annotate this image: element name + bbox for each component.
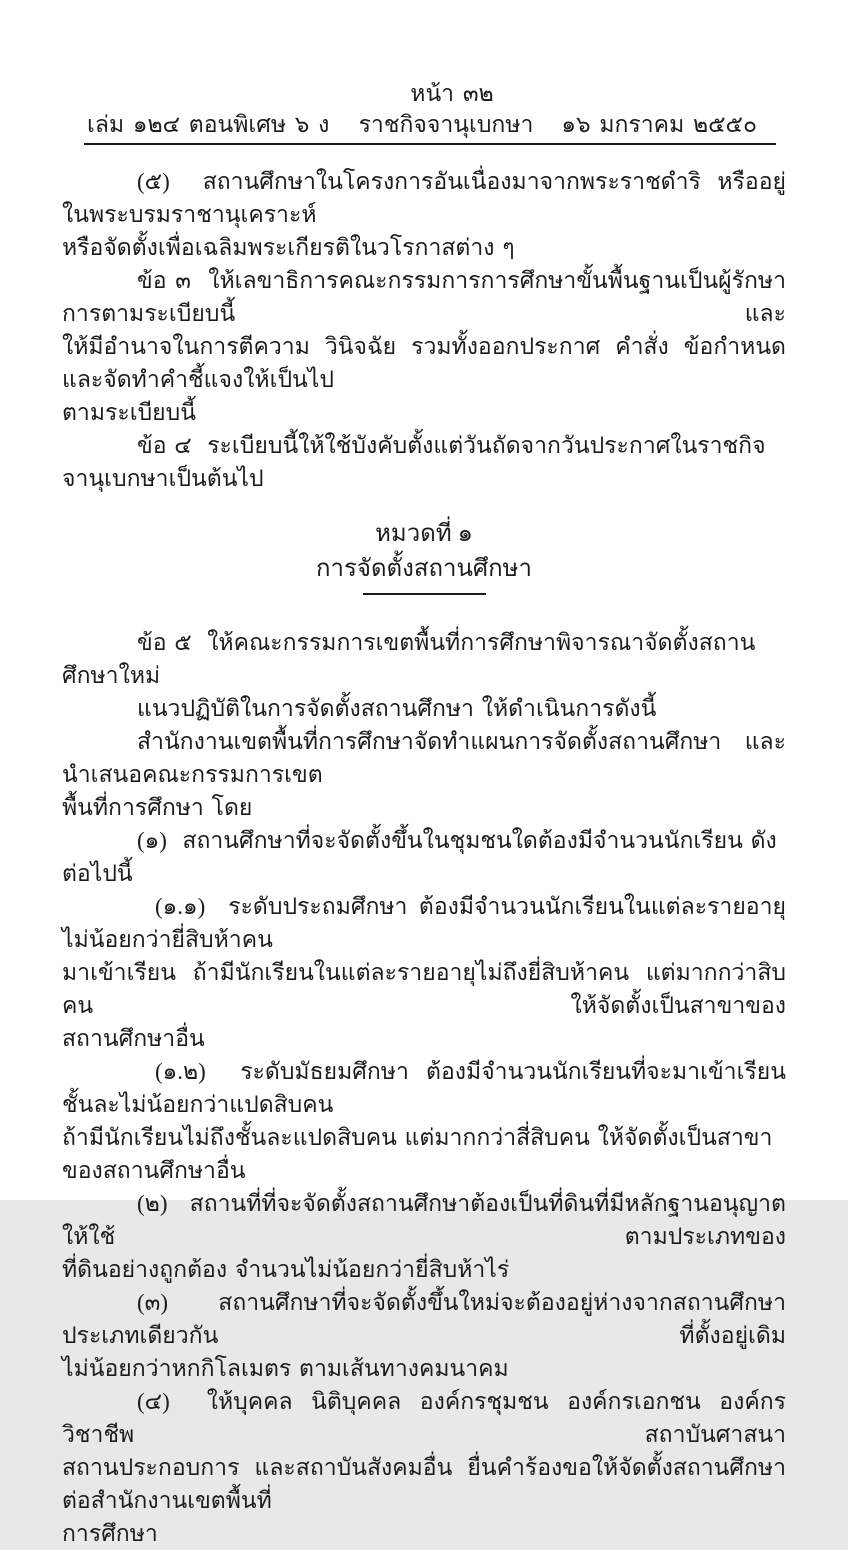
text-line: ข้อ ๕ ให้คณะกรรมการเขตพื้นที่การศึกษาพิจารณาจัดตั้งสถานศึกษาใหม่: [62, 630, 756, 688]
page-number-row: [0, 80, 848, 108]
paragraph: [62, 626, 786, 692]
text-line: สถานศึกษาอื่น: [62, 1026, 205, 1051]
paragraph: [62, 1286, 786, 1385]
text-line: ข้อ ๔ ระเบียบนี้ให้ใช้บังคับตั้งแต่วันถัดจากวันประกาศในราชกิจจานุเบกษาเป็นต้นไป: [62, 433, 766, 491]
text-line: ถ้ามีนักเรียนไม่ถึงชั้นละแปดสิบคน แต่มากกว่าสี่สิบคน ให้จัดตั้งเป็นสาขาของสถานศึกษาอื่น: [62, 1125, 773, 1183]
text-line: สำนักงานเขตพื้นที่การศึกษาจัดทำแผนการจัดตั้งสถานศึกษา และนำเสนอคณะกรรมการเขต: [62, 729, 786, 787]
text-line: ให้มีอำนาจในการตีความ วินิจฉัย รวมทั้งออกประกาศ คำสั่ง ข้อกำหนด และจัดทำคำชี้แจงให้เป็นไป: [62, 334, 794, 392]
paragraph: [62, 692, 786, 725]
paragraph: [62, 264, 794, 429]
text-line: (๑.๑) ระดับประถมศึกษา ต้องมีจำนวนนักเรียนในแต่ละรายอายุไม่น้อยกว่ายี่สิบห้าคน: [62, 894, 786, 952]
page-header: [0, 0, 848, 145]
paragraph: [62, 1385, 786, 1550]
paragraph: [62, 429, 786, 495]
paragraph: [62, 1055, 786, 1187]
text-line: ที่ดินอย่างถูกต้อง จำนวนไม่น้อยกว่ายี่สิบห้าไร่: [62, 1257, 510, 1282]
text-line: (๑) สถานศึกษาที่จะจัดตั้งขึ้นในชุมชนใดต้องมีจำนวนนักเรียน ดังต่อไปนี้: [62, 828, 777, 886]
paragraph: [62, 165, 786, 264]
text-line: สถานประกอบการ และสถาบันสังคมอื่น ยื่นคำร้องขอให้จัดตั้งสถานศึกษาต่อสำนักงานเขตพื้นที่: [62, 1455, 786, 1513]
section-heading-line: การจัดตั้งสถานศึกษา: [316, 556, 532, 582]
section-heading-line: หมวดที่ ๑: [375, 521, 473, 547]
text-line: (๑.๒) ระดับมัธยมศึกษา ต้องมีจำนวนนักเรียนที่จะมาเข้าเรียนชั้นละไม่น้อยกว่าแปดสิบคน: [62, 1059, 786, 1117]
paragraph: [62, 824, 786, 890]
text-line: (๓) สถานศึกษาที่จะจัดตั้งขึ้นใหม่จะต้องอยู่ห่างจากสถานศึกษาประเภทเดียวกัน ที่ตั้งอยู่เดิม: [62, 1290, 786, 1348]
text-line: ไม่น้อยกว่าหกกิโลเมตร ตามเส้นทางคมนาคม: [62, 1356, 509, 1381]
text-line: การศึกษา: [62, 1521, 158, 1546]
text-line: พื้นที่การศึกษา โดย: [62, 795, 253, 820]
section-divider: [363, 593, 486, 595]
masthead-row: [87, 110, 757, 140]
text-line: หรือจัดตั้งเพื่อเฉลิมพระเกียรติในวโรกาสต่าง ๆ: [62, 235, 515, 260]
text-line: มาเข้าเรียน ถ้ามีนักเรียนในแต่ละรายอายุไม่ถึงยี่สิบห้าคน แต่มากกว่าสิบคน ให้จัดตั้งเป็นสาขาของ: [62, 960, 786, 1018]
date-label: ๑๖ มกราคม ๒๕๕๐: [561, 112, 757, 137]
volume-label: เล่ม ๑๒๔ ตอนพิเศษ ๖ ง: [87, 112, 330, 137]
text-line: (๔) ให้บุคคล นิติบุคคล องค์กรชุมชน องค์กรเอกชน องค์กรวิชาชีพ สถาบันศาสนา: [62, 1389, 786, 1447]
text-line: แนวปฏิบัติในการจัดตั้งสถานศึกษา ให้ดำเนินการดังนี้: [137, 696, 657, 721]
text-line: ข้อ ๓ ให้เลขาธิการคณะกรรมการการศึกษาขั้นพื้นฐานเป็นผู้รักษาการตามระเบียบนี้ และ: [62, 268, 786, 326]
paragraph: [62, 1187, 786, 1286]
section-heading: [62, 517, 786, 595]
text-line: (๕) สถานศึกษาในโครงการอันเนื่องมาจากพระราชดำริ หรืออยู่ในพระบรมราชานุเคราะห์: [62, 169, 786, 227]
document-body: [62, 145, 794, 1550]
text-line: (๒) สถานที่ที่จะจัดตั้งสถานศึกษาต้องเป็นที่ดินที่มีหลักฐานอนุญาตให้ใช้ ตามประเภทของ: [62, 1191, 786, 1249]
paragraph: [62, 890, 786, 1055]
gazette-title: ราชกิจจานุเบกษา: [358, 112, 534, 137]
paragraph: [62, 725, 786, 824]
page-number-label: หน้า ๓๒: [410, 81, 494, 106]
text-line: ตามระเบียบนี้: [62, 400, 196, 425]
